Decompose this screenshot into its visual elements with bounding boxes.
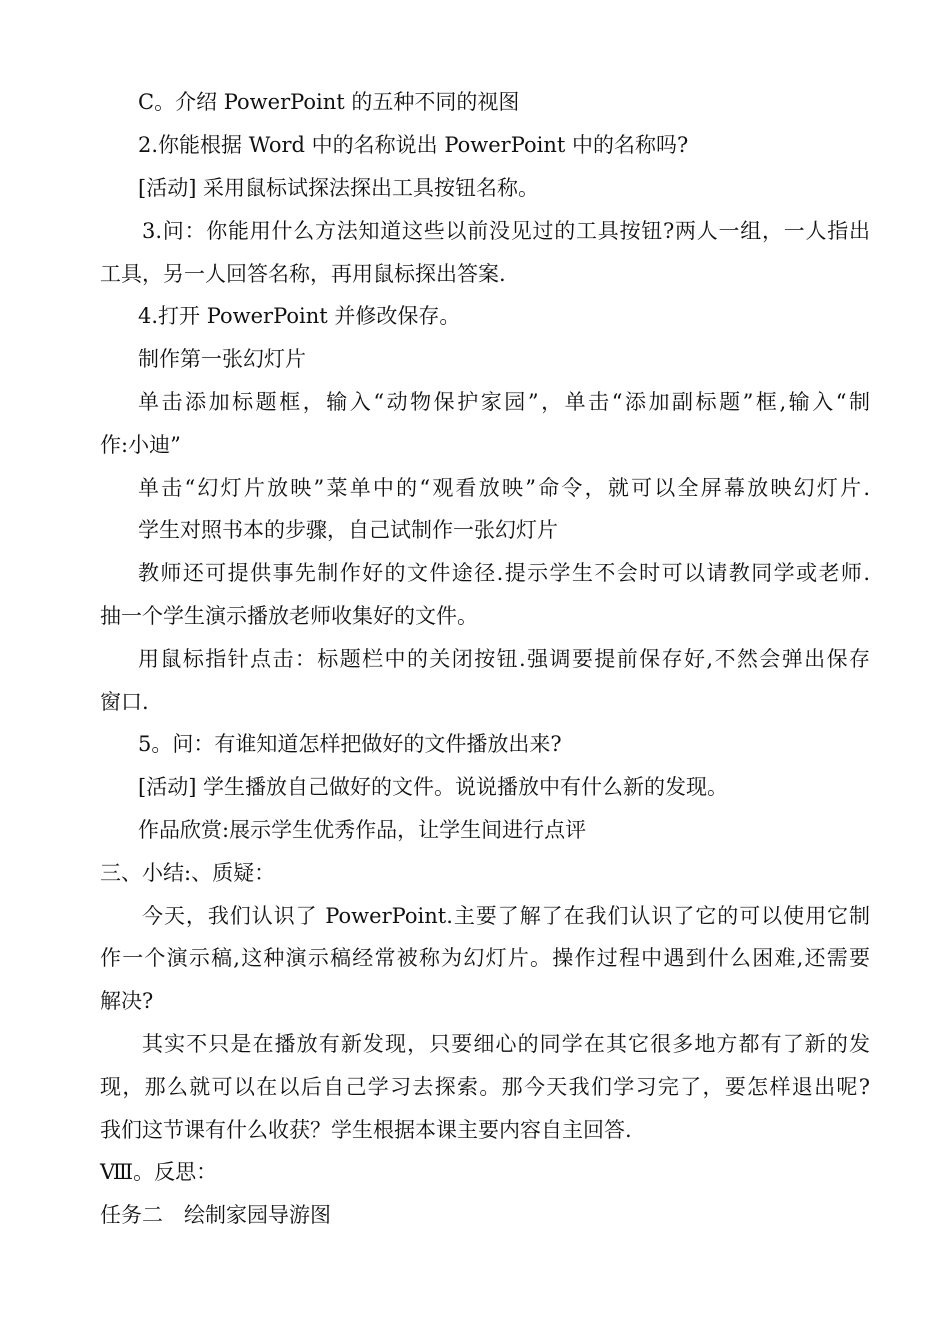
paragraph-teacher-line-1: 教师还可提供事先制作好的文件途径.提示学生不会时可以请教同学或老师.	[138, 561, 870, 585]
paragraph-discovery-line-3: 我们这节课有什么收获？学生根据本课主要内容自主回答.	[100, 1118, 632, 1142]
section-heading-summary: 三、小结:、质疑：	[100, 861, 276, 885]
paragraph-summary-line-2: 作一个演示稿,这种演示稿经常被称为幻灯片。操作过程中遇到什么困难,还需要	[100, 946, 870, 970]
paragraph-question-3-line-1: 3.问：你能用什么方法知道这些以前没见过的工具按钮?两人一组，一人指出	[142, 219, 870, 243]
paragraph-first-slide: 制作第一张幻灯片	[138, 347, 306, 371]
paragraph-step-4: 4.打开 PowerPoint 并修改保存。	[138, 304, 461, 328]
paragraph-close-button-line-1: 用鼠标指针点击：标题栏中的关闭按钮.强调要提前保存好,不然会弹出保存	[138, 647, 870, 671]
paragraph-close-button-line-2: 窗口.	[100, 690, 149, 714]
section-heading-reflection: Ⅷ。反思：	[100, 1160, 218, 1184]
paragraph-question-5: 5。问：有谁知道怎样把做好的文件播放出来?	[138, 732, 562, 756]
paragraph-views: C。介绍 PowerPoint 的五种不同的视图	[138, 90, 520, 114]
paragraph-discovery-line-1: 其实不只是在播放有新发现，只要细心的同学在其它很多地方都有了新的发	[142, 1032, 870, 1056]
section-heading-task-two: 任务二 绘制家园导游图	[100, 1203, 331, 1227]
paragraph-discovery-line-2: 现，那么就可以在以后自己学习去探索。那今天我们学习完了，要怎样退出呢?	[100, 1075, 870, 1099]
paragraph-question-3-line-2: 工具，另一人回答名称，再用鼠标探出答案.	[100, 262, 506, 286]
paragraph-summary-line-1: 今天，我们认识了 PowerPoint.主要了解了在我们认识了它的可以使用它制	[142, 904, 870, 928]
paragraph-title-box-line-2: 作:小迪”	[100, 433, 181, 457]
paragraph-slideshow: 单击“幻灯片放映”菜单中的“观看放映”命令，就可以全屏幕放映幻灯片.	[138, 476, 870, 500]
paragraph-title-box-line-1: 单击添加标题框，输入“动物保护家园”，单击“添加副标题”框,输入“制	[138, 390, 870, 414]
paragraph-activity-2: [活动] 学生播放自己做好的文件。说说播放中有什么新的发现。	[138, 775, 729, 799]
paragraph-appreciation: 作品欣赏:展示学生优秀作品，让学生间进行点评	[138, 818, 587, 842]
paragraph-summary-line-3: 解决?	[100, 989, 154, 1013]
paragraph-question-2: 2.你能根据 Word 中的名称说出 PowerPoint 中的名称吗?	[138, 133, 689, 157]
paragraph-student-practice: 学生对照书本的步骤，自己试制作一张幻灯片	[138, 518, 558, 542]
paragraph-teacher-line-2: 抽一个学生演示播放老师收集好的文件。	[100, 604, 478, 628]
paragraph-activity-1: [活动] 采用鼠标试探法探出工具按钮名称。	[138, 176, 540, 200]
